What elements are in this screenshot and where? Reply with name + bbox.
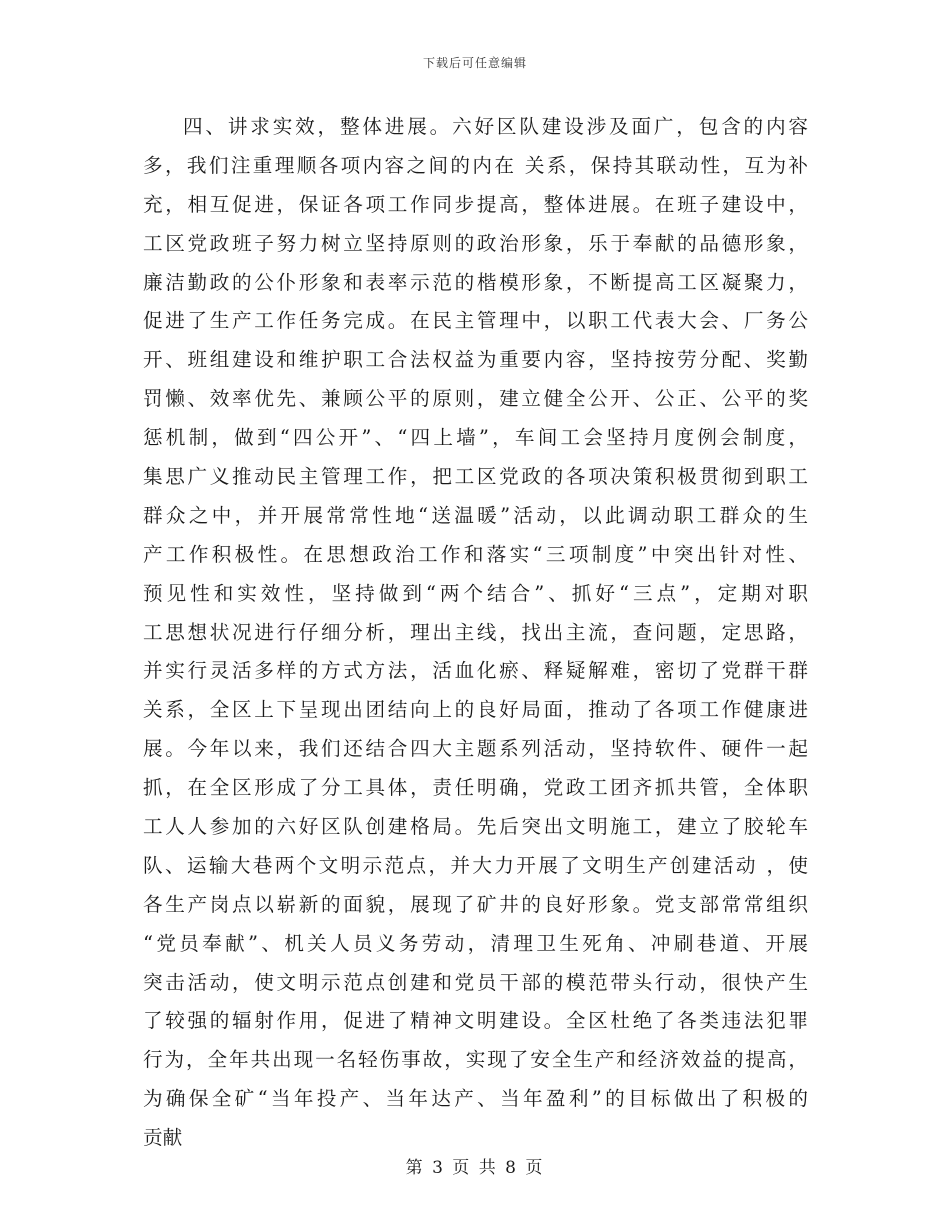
paragraph-line: 抓，在全区形成了分工具体，责任明确，党政工团齐抓共管，全体职 bbox=[143, 776, 808, 800]
paragraph-line: 产工作积极性。在思想政治工作和落实“三项制度”中突出针对性、 bbox=[143, 542, 808, 566]
paragraph-line: 预见性和实效性，坚持做到“两个结合”、抓好“三点”，定期对职 bbox=[143, 581, 808, 605]
paragraph-line: 为确保全矿“当年投产、当年达产、当年盈利”的目标做出了积极的 bbox=[143, 1087, 808, 1111]
document-body bbox=[143, 108, 808, 1158]
paragraph-line: 工人人参加的六好区队创建格局。先后突出文明施工，建立了胶轮车 bbox=[143, 815, 808, 839]
paragraph-line: 多，我们注重理顺各项内容之间的内在 关系，保持其联动性，互为补 bbox=[143, 153, 808, 177]
paragraph-line: 四、讲求实效，整体进展。六好区队建设涉及面广，包含的内容 bbox=[183, 115, 808, 138]
paragraph-line: “党员奉献”、机关人员义务劳动，清理卫生死角、冲刷巷道、开展 bbox=[143, 931, 808, 955]
paragraph-line: 罚懒、效率优先、兼顾公平的原则，建立健全公开、公正、公平的奖 bbox=[143, 387, 808, 411]
paragraph-line: 工思想状况进行仔细分析，理出主线，找出主流，查问题，定思路， bbox=[143, 620, 808, 644]
paragraph-line: 集思广义推动民主管理工作，把工区党政的各项决策积极贯彻到职工 bbox=[143, 465, 808, 489]
page-number-footer: 第 3 页 共 8 页 bbox=[405, 1158, 545, 1178]
paragraph-line: 关系，全区上下呈现出团结向上的良好局面，推动了各项工作健康进 bbox=[143, 698, 808, 722]
paragraph-line: 突击活动，使文明示范点创建和党员干部的模范带头行动，很快产生 bbox=[143, 970, 808, 994]
paragraph-line: 充，相互促进，保证各项工作同步提高，整体进展。在班子建设中， bbox=[143, 192, 808, 216]
paragraph-line: 并实行灵活多样的方式方法，活血化瘀、释疑解难，密切了党群干群 bbox=[143, 659, 808, 683]
paragraph-line: 工区党政班子努力树立坚持原则的政治形象，乐于奉献的品德形象， bbox=[143, 231, 808, 255]
paragraph-line: 展。今年以来，我们还结合四大主题系列活动，坚持软件、硬件一起 bbox=[143, 737, 808, 761]
paragraph-line: 促进了生产工作任务完成。在民主管理中，以职工代表大会、厂务公 bbox=[143, 309, 808, 333]
paragraph-line: 各生产岗点以崭新的面貌，展现了矿井的良好形象。党支部常常组织 bbox=[143, 892, 808, 916]
paragraph-line: 队、运输大巷两个文明示范点，并大力开展了文明生产创建活动 ，使 bbox=[143, 853, 808, 877]
paragraph-line: 群众之中，并开展常常性地“送温暖”活动，以此调动职工群众的生 bbox=[143, 503, 808, 527]
paragraph-line: 行为，全年共出现一名轻伤事故，实现了安全生产和经济效益的提高， bbox=[143, 1048, 808, 1072]
page-header-note: 下载后可任意编辑 bbox=[422, 56, 527, 70]
paragraph-line: 惩机制，做到“四公开”、“四上墙”，车间工会坚持月度例会制度， bbox=[143, 426, 808, 450]
paragraph-line: 廉洁勤政的公仆形象和表率示范的楷模形象，不断提高工区凝聚力， bbox=[143, 270, 808, 294]
paragraph-line: 了较强的辐射作用，促进了精神文明建设。全区杜绝了各类违法犯罪 bbox=[143, 1009, 808, 1033]
paragraph-line: 贡献 bbox=[143, 1126, 183, 1150]
paragraph-line: 开、班组建设和维护职工合法权益为重要内容，坚持按劳分配、奖勤 bbox=[143, 348, 808, 372]
